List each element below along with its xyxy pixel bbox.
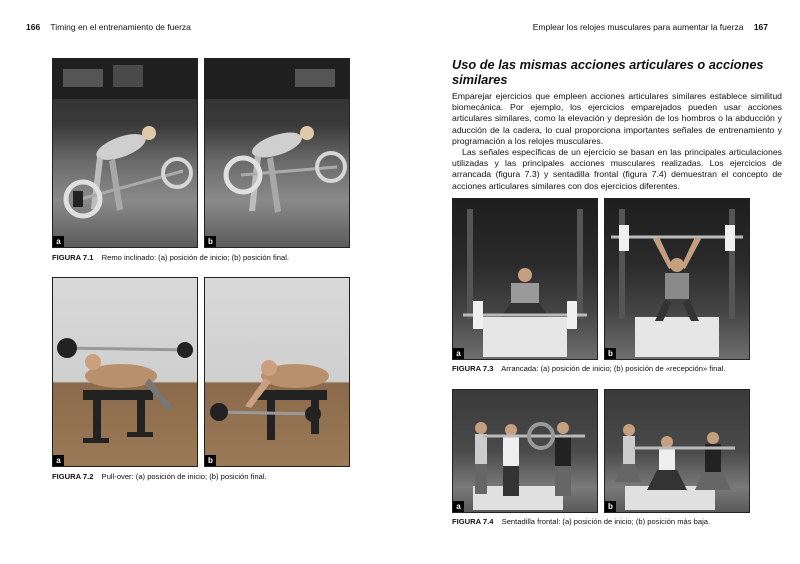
figure-7-2-caption: [52, 472, 352, 482]
figure-7-4b-tag: b: [605, 501, 616, 512]
figure-7-1b-tag: b: [205, 236, 216, 247]
figure-7-2b-tag: b: [205, 455, 216, 466]
figure-7-1-text: Remo inclinado: (a) posición de inicio; (b) posición final.: [101, 253, 290, 262]
left-running-head: [26, 22, 191, 32]
left-running-title: Timing en el entrenamiento de fuerza: [50, 22, 191, 32]
figure-7-3-caption: [452, 364, 782, 374]
left-page-number: 166: [26, 22, 41, 32]
right-page-number: 167: [753, 22, 768, 32]
figure-7-3b-tag: b: [605, 348, 616, 359]
figure-7-2b-photo: [204, 277, 350, 467]
figure-7-2a-tag: a: [53, 455, 64, 466]
figure-7-1b-photo: [204, 58, 350, 248]
figure-7-4-label: FIGURA 7.4: [452, 517, 494, 526]
figure-7-2-text: Pull-over: (a) posición de inicio; (b) posición final.: [101, 472, 267, 481]
body-text: [452, 91, 782, 192]
figure-7-4-caption: [452, 517, 782, 527]
section-title: Uso de las mismas acciones articulares o acciones similares: [452, 57, 764, 87]
figure-7-2-label: FIGURA 7.2: [52, 472, 94, 481]
paragraph-2: Las señales específicas de un ejercicio se basan en las principales articulaciones utilizadas y las principales acciones musculares realizadas. Los ejercicios de arrancada (figura 7.3) y sentadilla frontal (figura 7.4) demuestran el concepto de acciones articulares similares con dos ejercicios diferentes.: [452, 147, 782, 191]
figure-7-1a-tag: a: [53, 236, 64, 247]
right-running-head: [533, 22, 768, 32]
figure-7-3b-photo: [604, 198, 750, 360]
right-page: [400, 0, 800, 564]
figure-7-1a-photo: [52, 58, 198, 248]
paragraph-1: Emparejar ejercicios que empleen acciones articulares similares establece similitud biomecánica. Por ejemplo, los ejercicios emparejados pueden usar acciones articulares similares, como la elevación y depresión de los hombros o la abducción y aducción de la cadera, lo cual proporciona importantes señales de entrenamiento y programación a los relojes musculares.: [452, 91, 782, 146]
figure-7-3-text: Arrancada: (a) posición de inicio; (b) posición de «recepción» final.: [501, 364, 726, 373]
figure-7-4a-photo: [452, 389, 598, 513]
right-running-title: Emplear los relojes musculares para aumentar la fuerza: [532, 22, 744, 32]
figure-7-2a-photo: [52, 277, 198, 467]
figure-7-1-caption: [52, 253, 352, 263]
figure-7-4b-photo: [604, 389, 750, 513]
figure-7-4a-tag: a: [453, 501, 464, 512]
figure-7-3-label: FIGURA 7.3: [452, 364, 494, 373]
figure-7-3a-photo: [452, 198, 598, 360]
figure-7-4-text: Sentadilla frontal: (a) posición de inicio; (b) posición más baja.: [501, 517, 711, 526]
figure-7-3a-tag: a: [453, 348, 464, 359]
figure-7-1-label: FIGURA 7.1: [52, 253, 94, 262]
